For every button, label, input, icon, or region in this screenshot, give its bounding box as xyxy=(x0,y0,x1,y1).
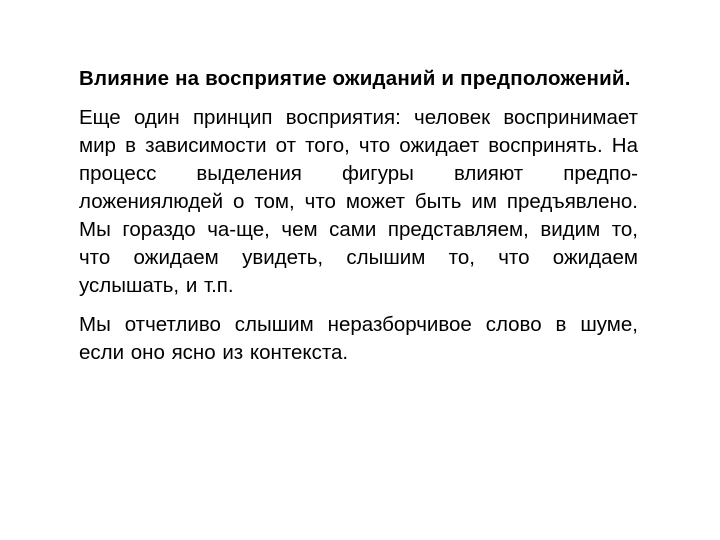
slide-heading: Влияние на восприятие ожиданий и предположений. xyxy=(79,67,631,90)
slide-content xyxy=(79,65,638,378)
paragraph-principle: Еще один принцип восприятия: человек воспринимает мир в зависимости от того, что ожидает воспринять. На процесс выделения фигуры влияют предпо-ложениялюдей о том, что может быть им предъявлено. Мы гораздо ча-ще, чем сами представляем, видим то, что ожидаем увидеть, слышим то, что ожидаем услышать, и т.п. xyxy=(79,106,638,297)
paragraph-example: Мы отчетливо слышим неразборчивое слово в шуме, если оно ясно из контекста. xyxy=(79,313,638,364)
